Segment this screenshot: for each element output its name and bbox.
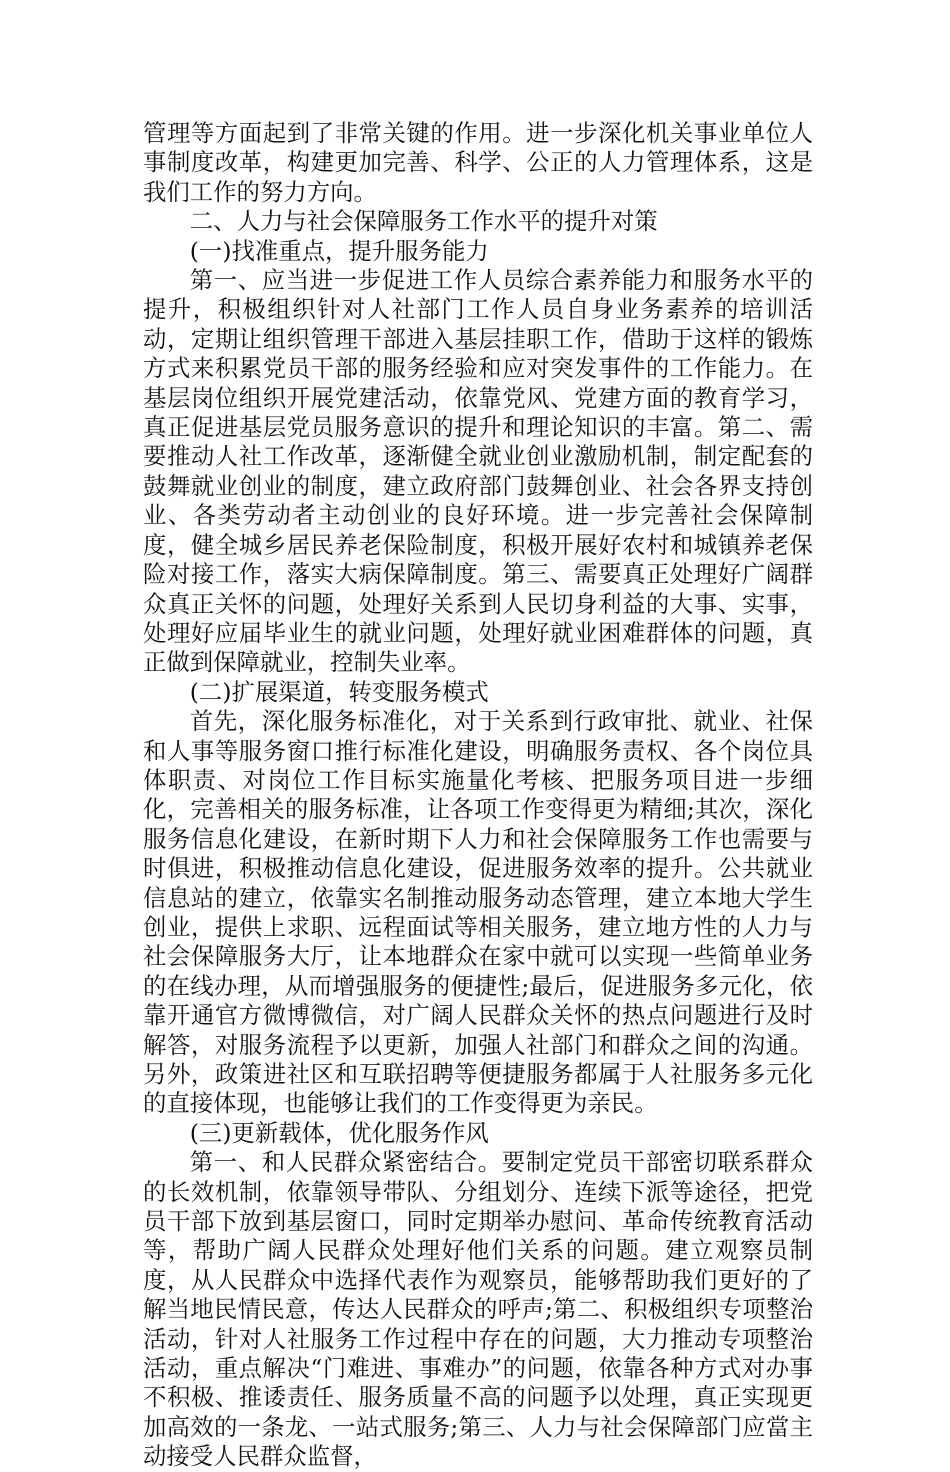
paragraph-continuation: 管理等方面起到了非常关键的作用。进一步深化机关事业单位人事制度改革，构建更加完善、科学、公正的人力管理体系，这是我们工作的努力方向。 [143,119,813,206]
section-heading: 二、人力与社会保障服务工作水平的提升对策 [189,207,658,236]
subsection-heading-1: (一)找准重点，提升服务能力 [189,236,489,265]
subsection-heading-2: (二)扩展渠道，转变服务模式 [189,677,489,706]
paragraph-1: 第一、应当进一步促进工作人员综合素养能力和服务水平的提升，积极组织针对人社部门工作人员自身业务素养的培训活动，定期让组织管理干部进入基层挂职工作，借助于这样的锻炼方式来积累党员干部的服务经验和应对突发事件的工作能力。在基层岗位组织开展党建活动，依靠党风、党建方面的教育学习，真正促进基层党员服务意识的提升和理论知识的丰富。第二、需要推动人社工作改革，逐渐健全就业创业激励机制，制定配套的鼓舞就业创业的制度，建立政府部门鼓舞创业、社会各界支持创业、各类劳动者主动创业的良好环境。进一步完善社会保障制度，健全城乡居民养老保险制度，积极开展好农村和城镇养老保险对接工作，落实大病保障制度。第三、需要真正处理好广阔群众真正关怀的问题，处理好关系到人民切身利益的大事、实事，处理好应届毕业生的就业问题，处理好就业困难群体的问题，真正做到保障就业，控制失业率。 [143,266,813,677]
subsection-heading-3: (三)更新载体，优化服务作风 [189,1118,489,1147]
document-body [143,119,813,1472]
paragraph-3: 第一、和人民群众紧密结合。要制定党员干部密切联系群众的长效机制，依靠领导带队、分组划分、连续下派等途径，把党员干部下放到基层窗口，同时定期举办慰问、革命传统教育活动等，帮助广阔人民群众处理好他们关系的问题。建立观察员制度，从人民群众中选择代表作为观察员，能够帮助我们更好的了解当地民情民意，传达人民群众的呼声;第二、积极组织专项整治活动，针对人社服务工作过程中存在的问题，大力推动专项整治活动，重点解决“门难进、事难办”的问题，依靠各种方式对办事不积极、推诿责任、服务质量不高的问题予以处理，真正实现更加高效的一条龙、一站式服务;第三、人力与社会保障部门应當主动接受人民群众监督， [143,1148,813,1471]
paragraph-2: 首先，深化服务标准化，对于关系到行政审批、就业、社保和人事等服务窗口推行标准化建设，明确服务责权、各个岗位具体职责、对岗位工作目标实施量化考核、把服务项目进一步细化，完善相关的服务标准，让各项工作变得更为精细;其次，深化服务信息化建设，在新时期下人力和社会保障服务工作也需要与时俱进，积极推动信息化建设，促进服务效率的提升。公共就业信息站的建立，依靠实名制推动服务动态管理，建立本地大学生创业，提供上求职、远程面试等相关服务，建立地方性的人力与社会保障服务大厅，让本地群众在家中就可以实现一些简单业务的在线办理，从而增强服务的便捷性;最后，促进服务多元化，依靠开通官方微博微信，对广阔人民群众关怀的热点问题进行及时解答，对服务流程予以更新，加强人社部门和群众之间的沟通。另外，政策进社区和互联招聘等便捷服务都属于人社服务多元化的直接体现，也能够让我们的工作变得更为亲民。 [143,707,813,1118]
